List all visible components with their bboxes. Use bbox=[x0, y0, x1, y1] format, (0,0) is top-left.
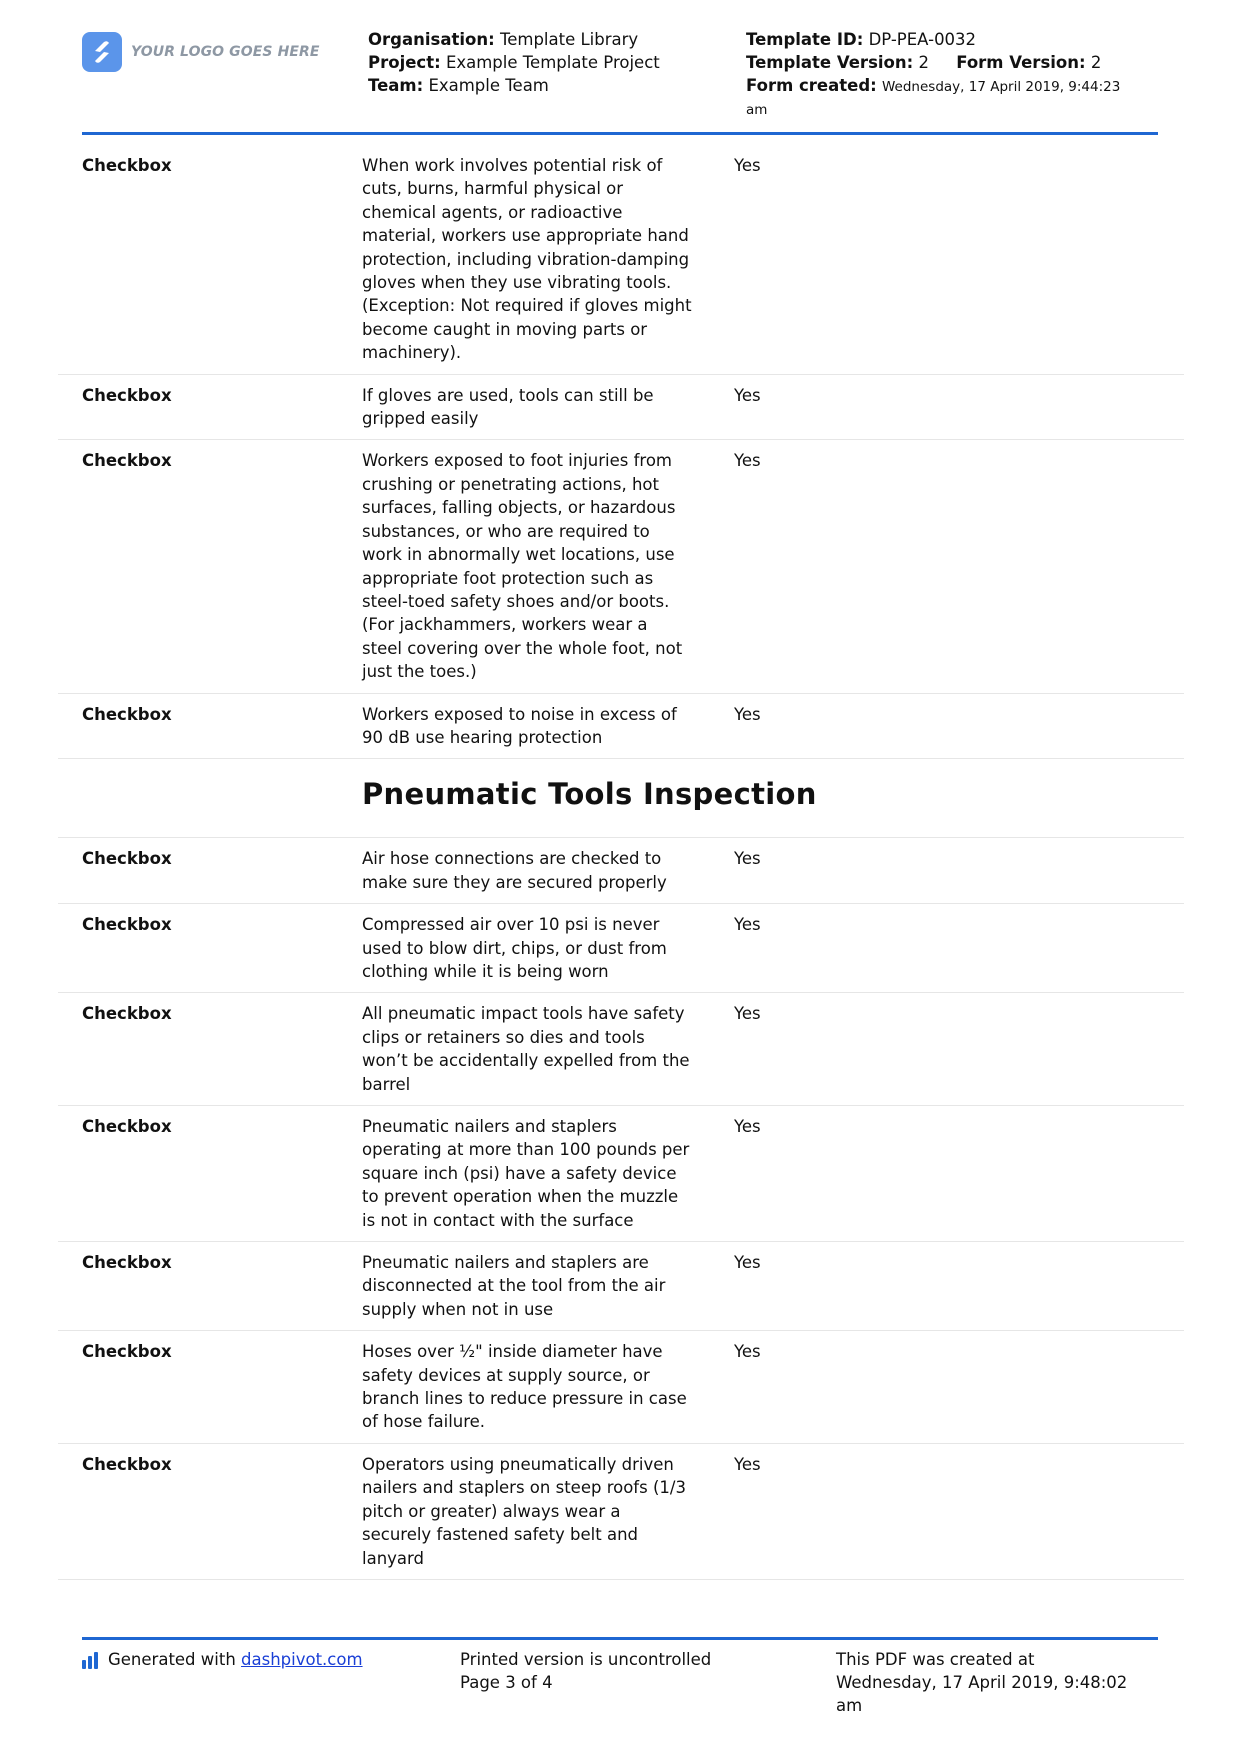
checklist-group-pneumatic bbox=[58, 838, 1184, 1580]
checklist-question: Pneumatic nailers and staplers are disconnected at the tool from the air supply when not in use bbox=[362, 1253, 666, 1319]
checklist-row bbox=[58, 838, 1184, 904]
checklist-answer: Yes bbox=[734, 1117, 761, 1136]
organisation-line bbox=[368, 28, 728, 51]
checklist-answer: Yes bbox=[734, 704, 761, 724]
organisation-value: Template Library bbox=[499, 30, 639, 49]
checklist-question: When work involves potential risk of cuts, burns, harmful physical or chemical agents, or radioactive material, workers use appropriate hand protection, including vibration-damping gloves when they use vibrating tools. (Exception: Not required if gloves might become caught in moving parts or machinery). bbox=[362, 156, 692, 363]
header-divider bbox=[82, 132, 1158, 135]
checklist-question: Air hose connections are checked to make sure they are secured properly bbox=[362, 849, 667, 892]
form-version-label: Form Version: bbox=[956, 53, 1086, 72]
organisation-label: Organisation: bbox=[368, 30, 495, 49]
form-created-value-cont: am bbox=[746, 102, 768, 118]
checklist-answer: Yes bbox=[734, 1342, 761, 1362]
footer-divider bbox=[82, 1637, 1158, 1640]
checklist-question: Compressed air over 10 psi is never used to blow dirt, chips, or dust from clothing while it is being worn bbox=[362, 915, 667, 981]
field-type-label: Checkbox bbox=[82, 915, 172, 935]
checklist-row bbox=[58, 440, 1184, 693]
field-type-label: Checkbox bbox=[82, 1342, 172, 1362]
project-label: Project: bbox=[368, 53, 441, 72]
checklist-question: If gloves are used, tools can still be gripped easily bbox=[362, 385, 654, 429]
checklist-answer: Yes bbox=[734, 1454, 761, 1474]
created-line-3: am bbox=[836, 1696, 863, 1715]
dashpivot-bars-icon bbox=[82, 1651, 100, 1669]
uncontrolled-notice: Printed version is uncontrolled bbox=[460, 1650, 712, 1669]
field-type-label: Checkbox bbox=[82, 451, 172, 471]
field-type-label: Checkbox bbox=[82, 704, 172, 724]
checklist-answer: Yes bbox=[734, 849, 761, 869]
field-type-label: Checkbox bbox=[82, 1253, 172, 1273]
checklist-answer: Yes bbox=[734, 1253, 761, 1273]
checklist-row bbox=[58, 375, 1184, 441]
generated-prefix: Generated with bbox=[108, 1650, 242, 1669]
checklist-question: Workers exposed to foot injuries from crushing or penetrating actions, hot surfaces, falling objects, or hazardous substances, or who are required to work in abnormally wet locations, use appropriate foot protection such as steel-toed safety shoes and/or boots. (For jackhammers, workers wear a steel covering over the whole foot, not just the toes.) bbox=[362, 451, 683, 682]
checklist-group-ppe bbox=[58, 145, 1184, 759]
page-header bbox=[82, 28, 1158, 132]
page-number: Page 3 of 4 bbox=[460, 1673, 553, 1692]
header-template-info bbox=[746, 28, 1158, 122]
header-project-info bbox=[368, 28, 728, 97]
logo-text: YOUR LOGO GOES HERE bbox=[131, 44, 320, 60]
team-label: Team: bbox=[368, 76, 424, 95]
form-created-value: Wednesday, 17 April 2019, 9:44:23 bbox=[882, 79, 1121, 95]
footer-generated bbox=[82, 1648, 363, 1671]
checklist-question: Operators using pneumatically driven nailers and staplers on steep roofs (1/3 pitch or greater) always wear a securely fastened safety belt and lanyard bbox=[362, 1454, 686, 1568]
checklist-row bbox=[58, 904, 1184, 993]
checklist-question: Workers exposed to noise in excess of 90 dB use hearing protection bbox=[362, 704, 677, 747]
form-version-value: 2 bbox=[1090, 53, 1102, 72]
template-version-label: Template Version: bbox=[746, 53, 914, 72]
field-type-label: Checkbox bbox=[82, 849, 172, 869]
form-created-label: Form created: bbox=[746, 76, 877, 95]
checklist-row bbox=[58, 1106, 1184, 1242]
logo-mark-icon bbox=[82, 32, 122, 72]
project-value: Example Template Project bbox=[445, 53, 660, 72]
checklist-answer: Yes bbox=[734, 156, 761, 175]
field-type-label: Checkbox bbox=[82, 385, 172, 405]
checklist-answer: Yes bbox=[734, 1004, 761, 1024]
version-line bbox=[746, 51, 1158, 74]
footer-print-info bbox=[460, 1648, 711, 1694]
checklist-row bbox=[58, 694, 1184, 760]
footer-created-info bbox=[836, 1648, 1156, 1717]
checklist-question: Pneumatic nailers and staplers operating at more than 100 pounds per square inch (psi) have a safety device to prevent operation when the muzzle is not in contact with the surface bbox=[362, 1117, 690, 1230]
checklist-row bbox=[58, 1444, 1184, 1580]
field-type-label: Checkbox bbox=[82, 1004, 172, 1024]
created-line-2: Wednesday, 17 April 2019, 9:48:02 bbox=[836, 1673, 1128, 1692]
checklist-question: All pneumatic impact tools have safety clips or retainers so dies and tools won’t be accidentally expelled from the barrel bbox=[362, 1004, 690, 1094]
team-value: Example Team bbox=[428, 76, 549, 95]
field-type-label: Checkbox bbox=[82, 156, 172, 175]
template-id-label: Template ID: bbox=[746, 30, 864, 49]
project-line bbox=[368, 51, 728, 74]
template-id-line bbox=[746, 28, 1158, 51]
checklist-row bbox=[58, 993, 1184, 1106]
section-title: Pneumatic Tools Inspection bbox=[362, 777, 817, 812]
checklist-answer: Yes bbox=[734, 451, 761, 471]
company-logo bbox=[82, 32, 320, 72]
dashpivot-link[interactable]: dashpivot.com bbox=[241, 1650, 363, 1669]
checklist-row bbox=[58, 145, 1184, 375]
checklist-question: Hoses over ½" inside diameter have safety devices at supply source, or branch lines to reduce pressure in case of hose failure. bbox=[362, 1342, 687, 1432]
checklist-answer: Yes bbox=[734, 385, 761, 405]
checklist-answer: Yes bbox=[734, 915, 761, 935]
field-type-label: Checkbox bbox=[82, 1454, 172, 1474]
template-version-value: 2 bbox=[918, 53, 929, 72]
team-line bbox=[368, 74, 728, 97]
section-heading-row bbox=[58, 759, 1184, 838]
created-line-1: This PDF was created at bbox=[836, 1650, 1035, 1669]
checklist-content bbox=[58, 145, 1184, 1580]
checklist-row bbox=[58, 1242, 1184, 1331]
checklist-row bbox=[58, 1331, 1184, 1444]
form-created-line bbox=[746, 74, 1158, 99]
template-id-value: DP-PEA-0032 bbox=[868, 30, 977, 49]
field-type-label: Checkbox bbox=[82, 1117, 172, 1136]
